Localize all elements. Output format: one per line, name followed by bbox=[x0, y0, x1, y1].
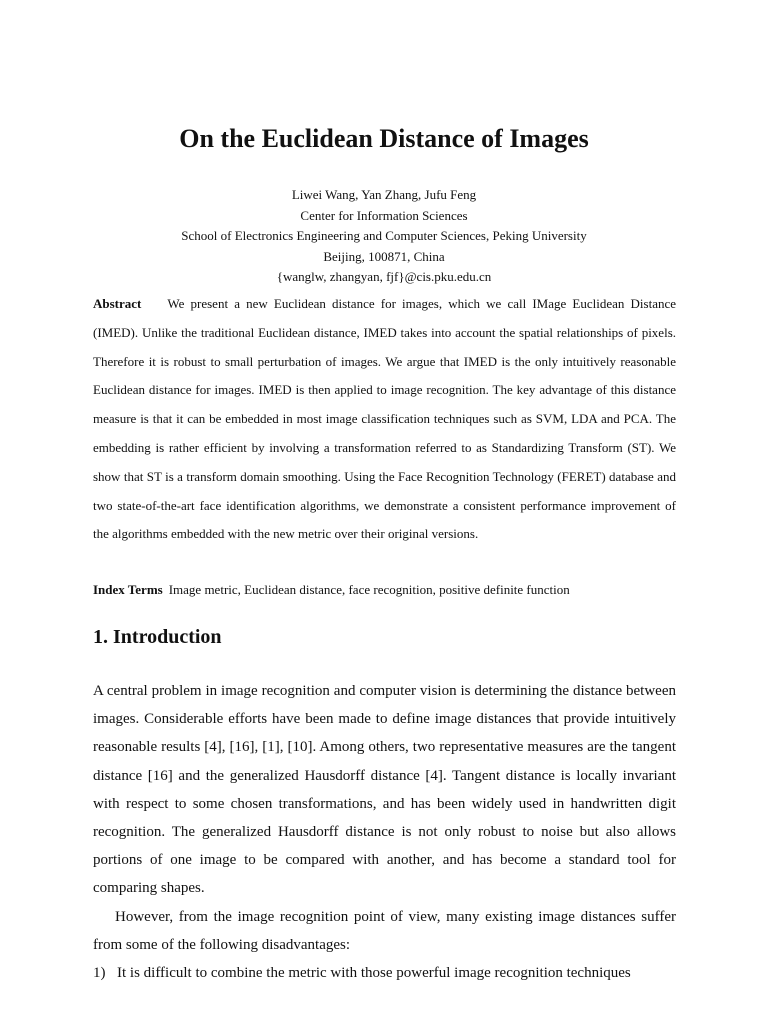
abstract-text: We present a new Euclidean distance for images, which we call IMage Euclidean Distance (IMED). Unlike the traditional Euclidean distance, IMED takes into account the spatial relationships of pixels. Therefore it is robust to small perturbation of images. We argue that IMED is the only intuitively reasonable Euclidean distance for images. IMED is then applied to image recognition. The key advantage of this distance measure is that it can be embedded in most image classification techniques such as SVM, LDA and PCA. The embedding is rather efficient by involving a transformation referred to as Standardizing Transform (ST). We show that ST is a transform domain smoothing. Using the Face Recognition Technology (FERET) database and two state-of-the-art face identification algorithms, we demonstrate a consistent performance improvement of the algorithms embedded with the new metric over their original versions. bbox=[93, 296, 676, 542]
list-item bbox=[93, 959, 676, 987]
author-block bbox=[0, 185, 768, 288]
abstract bbox=[93, 290, 676, 549]
list-item-text: It is difficult to combine the metric with those powerful image recognition techniques bbox=[117, 965, 631, 982]
intro-paragraph-2: However, from the image recognition point of view, many existing image distances suffer from some of the following disadvantages: bbox=[93, 908, 676, 953]
section-heading-introduction: 1. Introduction bbox=[93, 626, 222, 648]
paper-title: On the Euclidean Distance of Images bbox=[179, 124, 589, 153]
address: Beijing, 100871, China bbox=[323, 248, 445, 264]
authors: Liwei Wang, Yan Zhang, Jufu Feng bbox=[291, 187, 477, 202]
list-item-number: 1) bbox=[93, 965, 106, 982]
index-terms bbox=[93, 578, 676, 602]
index-terms-text: Image metric, Euclidean distance, face recognition, positive definite function bbox=[168, 582, 570, 597]
affiliation-center: Center for Information Sciences bbox=[300, 207, 468, 223]
introduction-body bbox=[93, 677, 676, 987]
affiliation-school: School of Electronics Engineering and Computer Sciences, Peking University bbox=[181, 228, 587, 243]
index-terms-label: Index Terms bbox=[93, 582, 163, 597]
abstract-label: Abstract bbox=[93, 296, 142, 311]
author-emails: {wanglw, zhangyan, fjf}@cis.pku.edu.cn bbox=[276, 269, 492, 284]
intro-paragraph-1: A central problem in image recognition and computer vision is determining the distance between images. Considerable efforts have been made to define image distances that provide intuitively reasonable results [4], [16], [1], [10]. Among others, two representative measures are the tangent distance [16] and the generalized Hausdorff distance [4]. Tangent distance is locally invariant with respect to some chosen transformations, and has been widely used in handwritten digit recognition. The generalized Hausdorff distance is not only robust to noise but also allows portions of one image to be compared with another, and has become a standard tool for comparing shapes. bbox=[93, 683, 676, 897]
